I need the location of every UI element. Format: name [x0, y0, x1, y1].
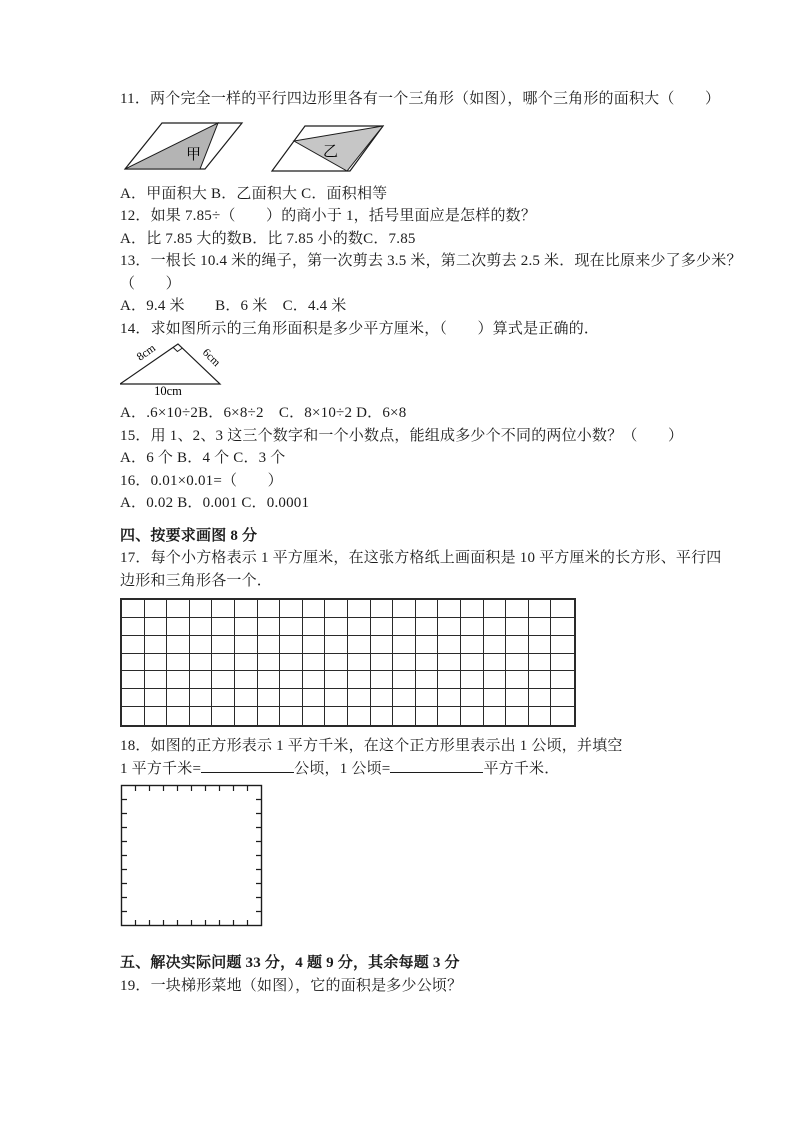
grid-cell — [393, 671, 416, 689]
grid-cell — [212, 689, 235, 707]
question-14-options: A．.6×10÷2B．6×8÷2 C．8×10÷2 D．6×8 — [120, 405, 407, 421]
grid-cell — [258, 636, 281, 654]
grid-cell — [122, 689, 145, 707]
question-19-text: 19．一块梯形菜地（如图），它的面积是多少公顷？ — [120, 977, 463, 994]
grid-cell — [484, 618, 507, 636]
grid-cell — [529, 671, 552, 689]
grid-cell — [212, 671, 235, 689]
grid-cell — [484, 671, 507, 689]
grid-cell — [348, 618, 371, 636]
grid-cell — [529, 600, 552, 618]
blank-suffix-text: 平方千米． — [483, 760, 560, 777]
grid-cell — [506, 671, 529, 689]
grid-cell — [551, 618, 574, 636]
grid-cell — [371, 618, 394, 636]
grid-cell — [145, 636, 168, 654]
grid-cell — [416, 671, 439, 689]
grid-cell — [348, 600, 371, 618]
grid-cell — [122, 654, 145, 672]
grid-cell — [529, 689, 552, 707]
grid-cell — [258, 654, 281, 672]
section-4-heading: 四、按要求画图 8 分 — [120, 527, 258, 544]
grid-cell — [506, 636, 529, 654]
grid-cell — [506, 707, 529, 725]
grid-cell — [416, 636, 439, 654]
grid-cell — [461, 654, 484, 672]
figure-parallelograms — [120, 118, 392, 178]
grid-cell — [484, 689, 507, 707]
grid-cell — [190, 689, 213, 707]
grid-cell — [348, 654, 371, 672]
grid-cell — [167, 671, 190, 689]
grid-cell — [212, 707, 235, 725]
grid-cell — [551, 689, 574, 707]
grid-cell — [167, 707, 190, 725]
grid-cell — [145, 600, 168, 618]
grid-cell — [461, 707, 484, 725]
fill-blank-1 — [201, 758, 294, 773]
grid-cell — [416, 618, 439, 636]
grid-cell — [348, 689, 371, 707]
fill-blank-2 — [390, 758, 483, 773]
grid-cell — [325, 689, 348, 707]
grid-cell — [235, 618, 258, 636]
grid-cell — [551, 707, 574, 725]
grid-cell — [438, 618, 461, 636]
grid-cell — [280, 707, 303, 725]
grid-cell — [506, 654, 529, 672]
grid-cell — [529, 618, 552, 636]
question-17-text-line1: 17．每个小方格表示 1 平方厘米，在这张方格纸上画面积是 10 平方厘米的长方形、平行四 — [120, 550, 722, 566]
grid-cell — [212, 654, 235, 672]
grid-cell — [438, 671, 461, 689]
grid-cell — [348, 636, 371, 654]
grid-cell — [145, 671, 168, 689]
question-13-text-continued: （ ） — [120, 275, 181, 292]
grid-cell — [258, 671, 281, 689]
grid-cell — [325, 654, 348, 672]
question-16-text: 16．0.01×0.01=（ ） — [120, 472, 283, 489]
grid-cell — [122, 707, 145, 725]
grid-cell — [529, 654, 552, 672]
grid-cell — [371, 600, 394, 618]
question-11-text: 11．两个完全一样的平行四边形里各有一个三角形（如图），哪个三角形的面积大（ ） — [120, 91, 721, 107]
grid-cell — [438, 654, 461, 672]
exam-content — [120, 88, 742, 997]
grid-cell — [416, 654, 439, 672]
grid-cell — [348, 671, 371, 689]
grid-cell — [122, 671, 145, 689]
grid-cell — [325, 636, 348, 654]
grid-cell — [122, 600, 145, 618]
grid-cell — [506, 689, 529, 707]
grid-cell — [529, 636, 552, 654]
grid-cell — [506, 600, 529, 618]
grid-cell — [371, 707, 394, 725]
grid-cell — [145, 707, 168, 725]
grid-cell — [393, 654, 416, 672]
grid-cell — [280, 671, 303, 689]
question-14-text: 14．求如图所示的三角形面积是多少平方厘米，（ ）算式是正确的． — [120, 320, 600, 337]
grid-cell — [416, 600, 439, 618]
question-18-fill-blanks — [120, 758, 680, 781]
grid-cell — [484, 707, 507, 725]
grid-cell — [438, 689, 461, 707]
grid-cell — [371, 689, 394, 707]
question-15-options: A．6 个 B．4 个 C．3 个 — [120, 450, 286, 466]
question-17-text-line2: 边形和三角形各一个． — [120, 572, 273, 589]
blank-prefix-text: 1 平方千米= — [120, 760, 202, 777]
grid-cell — [551, 600, 574, 618]
grid-cell — [212, 636, 235, 654]
grid-cell — [371, 654, 394, 672]
grid-cell — [325, 600, 348, 618]
grid-cell — [235, 636, 258, 654]
grid-cell — [167, 618, 190, 636]
label-jia: 甲 — [186, 146, 202, 163]
grid-cell — [235, 600, 258, 618]
grid-cell — [167, 600, 190, 618]
grid-cell — [167, 654, 190, 672]
grid-cell — [506, 618, 529, 636]
grid-cell — [303, 654, 326, 672]
grid-cell — [145, 689, 168, 707]
question-13-text: 13．一根长 10.4 米的绳子，第一次剪去 3.5 米，第二次剪去 2.5 米．现在比原来少了多少米？ — [120, 253, 742, 269]
grid-cell — [258, 707, 281, 725]
grid-cell — [235, 707, 258, 725]
grid-cell — [258, 600, 281, 618]
grid-paper-wrap — [120, 598, 680, 727]
grid-cell — [280, 654, 303, 672]
grid-cell — [190, 636, 213, 654]
grid-cell — [393, 707, 416, 725]
grid-cell — [393, 600, 416, 618]
section-5-heading: 五、解决实际问题 33 分，4 题 9 分，其余每题 3 分 — [120, 955, 460, 971]
grid-cell — [212, 600, 235, 618]
grid-cell — [190, 618, 213, 636]
question-12-options: A．比 7.85 大的数B．比 7.85 小的数C．7.85 — [120, 230, 416, 247]
grid-cell — [280, 600, 303, 618]
question-13-options: A．9.4 米 B．6 米 C．4.4 米 — [120, 298, 347, 314]
square-outline — [122, 786, 262, 926]
grid-cell — [190, 707, 213, 725]
side-label-left: 8cm — [134, 342, 158, 364]
question-15-text: 15．用 1、2、3 这三个数字和一个小数点，能组成多少个不同的两位小数？（ ） — [120, 427, 684, 444]
grid-cell — [438, 707, 461, 725]
grid-cell — [348, 707, 371, 725]
grid-cell — [122, 618, 145, 636]
grid-cell — [551, 654, 574, 672]
grid-cell — [258, 618, 281, 636]
grid-cell — [393, 618, 416, 636]
grid-cell — [303, 618, 326, 636]
grid-cell — [303, 600, 326, 618]
grid-cell — [303, 707, 326, 725]
grid-cell — [325, 618, 348, 636]
grid-paper — [120, 598, 576, 727]
side-label-bottom: 10cm — [154, 384, 182, 397]
grid-cell — [235, 654, 258, 672]
grid-cell — [461, 600, 484, 618]
grid-cell — [416, 707, 439, 725]
grid-cell — [416, 689, 439, 707]
grid-cell — [325, 707, 348, 725]
question-16-options: A．0.02 B．0.001 C．0.0001 — [120, 495, 310, 511]
grid-cell — [371, 636, 394, 654]
grid-cell — [303, 689, 326, 707]
grid-cell — [484, 636, 507, 654]
figure-right-triangle — [120, 340, 255, 397]
grid-cell — [438, 636, 461, 654]
grid-cell — [145, 618, 168, 636]
grid-cell — [393, 689, 416, 707]
grid-cell — [235, 689, 258, 707]
grid-cell — [122, 636, 145, 654]
grid-cell — [167, 689, 190, 707]
grid-cell — [371, 671, 394, 689]
grid-cell — [190, 600, 213, 618]
grid-cell — [280, 636, 303, 654]
blank-middle-text: 公顷，1 公顷= — [294, 760, 391, 777]
question-18-text: 18．如图的正方形表示 1 平方千米，在这个正方形里表示出 1 公顷，并填空 — [120, 738, 623, 754]
grid-cell — [235, 671, 258, 689]
grid-cell — [461, 671, 484, 689]
grid-cell — [461, 618, 484, 636]
grid-cell — [461, 689, 484, 707]
grid-cell — [484, 600, 507, 618]
figure-square-km — [120, 784, 270, 930]
grid-cell — [303, 636, 326, 654]
side-label-right: 6cm — [199, 346, 223, 370]
grid-cell — [461, 636, 484, 654]
grid-cell — [190, 654, 213, 672]
question-11-options: A．甲面积大 B．乙面积大 C．面积相等 — [120, 185, 388, 202]
grid-cell — [190, 671, 213, 689]
grid-cell — [551, 636, 574, 654]
grid-cell — [280, 618, 303, 636]
question-12-text: 12．如果 7.85÷（ ）的商小于 1，括号里面应是怎样的数？ — [120, 208, 537, 224]
grid-cell — [303, 671, 326, 689]
grid-cell — [145, 654, 168, 672]
grid-cell — [212, 618, 235, 636]
grid-cell — [551, 671, 574, 689]
grid-cell — [258, 689, 281, 707]
grid-cell — [438, 600, 461, 618]
grid-cell — [484, 654, 507, 672]
grid-cell — [325, 671, 348, 689]
grid-cell — [393, 636, 416, 654]
label-yi: 乙 — [323, 143, 339, 160]
grid-cell — [280, 689, 303, 707]
grid-cell — [167, 636, 190, 654]
grid-cell — [529, 707, 552, 725]
